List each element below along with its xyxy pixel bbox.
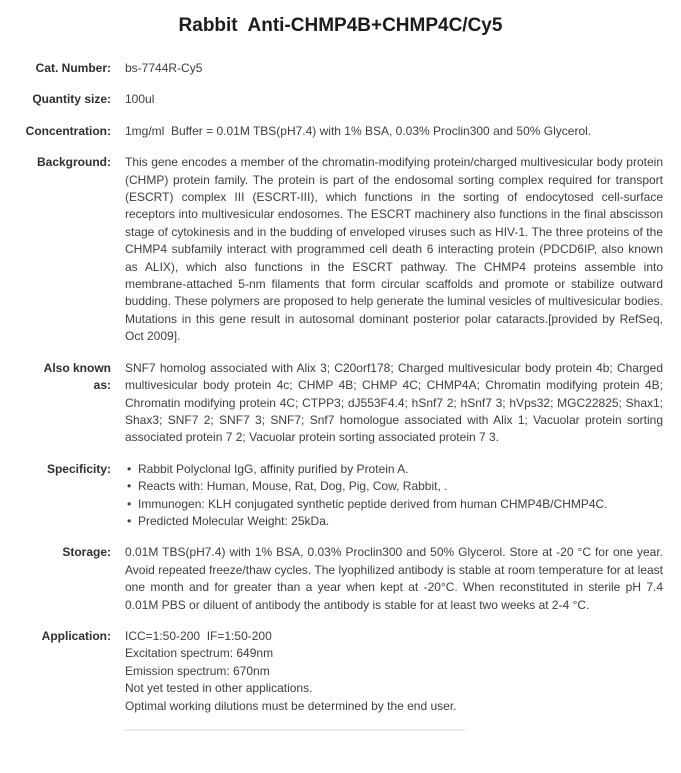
page-title: Rabbit Anti-CHMP4B+CHMP4C/Cy5: [178, 15, 503, 36]
bullet-icon: •: [127, 496, 132, 511]
specificity-bullet-item: [125, 478, 663, 495]
row-specificity: [0, 461, 681, 531]
application-line: Optimal working dilutions must be determined by the end user.: [125, 698, 457, 713]
background-text: This gene encodes a member of the chromatin-modifying protein/charged multivesicular body protein (CHMP) protein family. The protein is part of the endosomal sorting complex required for transport (ESCRT) complex III (ESCRT-III), which functions in the sorting of endocytosed cell-surface receptors into multivesicular endosomes. The ESCRT machinery also functions in the final abscisson stage of cytokinesis and in the budding of enveloped viruses such as HIV-1. The three proteins of the CHMP4 subfamily interact with programmed cell death 6 interacting protein (PDCD6IP, also known as ALIX), which also functions in the ESCRT pathway. The CHMP4 proteins assemble into membrane-attached 5-nm filaments that form circular scaffolds and promote or stabilize outward budding. These polymers are proposed to help generate the luminal vesicles of multivesicular bodies. Mutations in this gene result in autosomal dominant posterior polar cataracts.[provided by RefSeq, Oct 2009].: [125, 155, 663, 344]
bullet-icon: •: [127, 513, 132, 528]
row-quantity-size: [0, 91, 681, 108]
specificity-bullet-list: [125, 461, 663, 531]
also-known-as-text: SNF7 homolog associated with Alix 3; C20orf178; Charged multivesicular body protein 4b; Charged multivesicular body protein 4c; CHMP 4B; CHMP 4C; CHMP4A; Chromatin modifying protein 4B; Chromatin modifying protein 4C; CTPP3; dJ553F4.4; hSnf7 2; hSnf7 3; hVps32; MGC22825; Shax1; Shax3; SNF7 2; SNF7 3; SNF7; Snf7 homologue associated with Alix 1; Vacuolar protein sorting associated protein 7 2; Vacuolar protein sorting associated protein 7 3.: [125, 360, 663, 445]
application-line: Not yet tested in other applications.: [125, 681, 313, 696]
datasheet-rows: [0, 60, 681, 715]
row-concentration: [0, 123, 681, 140]
specificity-bullet-text: Rabbit Polyclonal IgG, affinity purified by Protein A.: [138, 461, 409, 476]
application-line: ICC=1:50-200 IF=1:50-200: [125, 628, 272, 643]
background-label: Background:: [36, 155, 111, 170]
row-storage: [0, 544, 681, 614]
storage-label: Storage:: [62, 545, 111, 560]
concentration-label: Concentration:: [25, 123, 111, 138]
bullet-icon: •: [127, 461, 132, 476]
bottom-divider: [125, 729, 465, 731]
row-background: [0, 154, 681, 345]
quantity-size-value: 100ul: [125, 92, 155, 107]
application-line: Emission spectrum: 670nm: [125, 663, 270, 678]
quantity-size-label: Quantity size:: [32, 92, 111, 107]
bullet-icon: •: [127, 479, 132, 494]
row-application: [0, 628, 681, 715]
cat-number-label: Cat. Number:: [35, 61, 111, 75]
cat-number-value: bs-7744R-Cy5: [125, 61, 203, 75]
specificity-label: Specificity:: [46, 461, 111, 476]
application-label: Application:: [41, 628, 111, 643]
specificity-bullet-item: [125, 513, 663, 530]
specificity-bullet-item: [125, 496, 663, 513]
row-cat-number: [0, 60, 681, 77]
application-line: Excitation spectrum: 649nm: [125, 646, 274, 661]
specificity-bullet-text: Immunogen: KLH conjugated synthetic peptide derived from human CHMP4B/CHMP4C.: [138, 496, 608, 511]
row-also-known-as: [0, 360, 681, 447]
storage-text: 0.01M TBS(pH7.4) with 1% BSA, 0.03% Proclin300 and 50% Glycerol. Store at -20 °C for one year. Avoid repeated freeze/thaw cycles. The lyophilized antibody is stable at room temperature for at least one month and for greater than a year when kept at -20°C. When reconstituted in sterile pH 7.4 0.01M PBS or diluent of antibody the antibody is stable for at least two weeks at 2-4 °C.: [125, 545, 663, 612]
application-lines: [125, 628, 663, 715]
specificity-bullet-text: Predicted Molecular Weight: 25kDa.: [138, 513, 330, 528]
concentration-value: 1mg/ml Buffer = 0.01M TBS(pH7.4) with 1% BSA, 0.03% Proclin300 and 50% Glycerol.: [125, 123, 592, 138]
specificity-bullet-item: [125, 461, 663, 478]
also-known-as-label: Also known as:: [43, 360, 111, 393]
specificity-bullet-text: Reacts with: Human, Mouse, Rat, Dog, Pig, Cow, Rabbit, .: [138, 479, 448, 494]
